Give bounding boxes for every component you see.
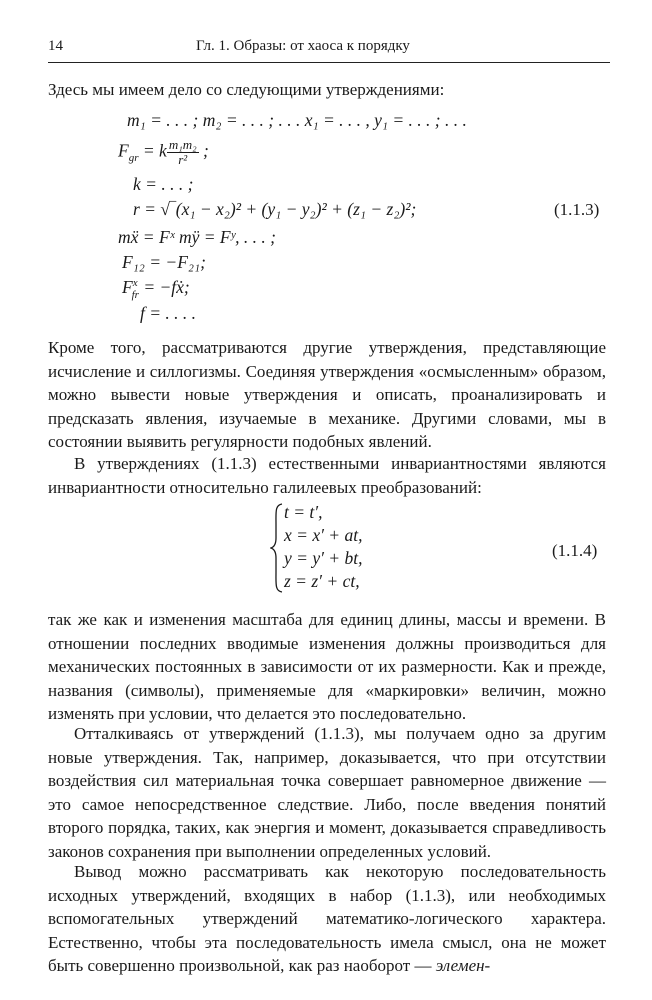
paragraph-5	[48, 860, 606, 978]
eq-friction-sub: fr	[131, 288, 139, 301]
eq-gravity-end: ;	[198, 140, 209, 161]
eq-gravity-denominator: r²	[178, 152, 188, 167]
eq-gravity-fraction	[167, 138, 199, 167]
galilean-transform-system	[270, 502, 390, 594]
transform-line-t: t = t′,	[284, 502, 323, 522]
paragraph-5-italic: элемен-	[435, 956, 491, 975]
left-brace-icon	[270, 502, 284, 594]
eq-line-friction	[122, 277, 190, 301]
page-number: 14	[48, 38, 63, 54]
paragraph-1: Кроме того, рассматриваются другие утверждения, представляющие исчисление и силлогизмы. Соединяя утверждения «осмысленным» образом, можно вывести новые утверждения и описать, проанализировать и предсказать явления, изучаемые в механике. Другими словами, мы в состоянии выявить регулярности подобных явлений.	[48, 338, 606, 451]
running-header	[48, 38, 610, 63]
transform-line-y: y = y′ + bt,	[284, 548, 363, 568]
transform-line-z: z = z′ + ct,	[284, 571, 360, 591]
eq-line-masses: m₁ = . . . ; m₂ = . . . ; . . . x₁ = . . . , y₁ = . . . ; . . .	[127, 110, 467, 130]
paragraph-4: Отталкиваясь от утверждений (1.1.3), мы получаем одно за другим новые утверждения. Так, например, доказывается, что при отсутствии воздействия сил материальная точка совершает равномерное движение — это самое непосредственное следствие. Либо, после введения понятий второго порядка, таких, как энергия и момент, доказывается справедливость законов сохранения при выполнении определенных условий.	[48, 724, 606, 861]
paragraph-3: так же как и изменения масштаба для единиц длины, массы и времени. В отношении последних вводимые изменения должны производиться для механических постоянных в зависимости от их размерности. Как и прежде, названия (символы), применяемые для «маркировки» величин, можно изменять при условии, что делается это последовательно.	[48, 610, 606, 723]
paragraph-5-text: Вывод можно рассматривать как некоторую последовательность исходных утверждений, входящих в набор (1.1.3), или необходимых вспомогательных утверждений математико-логического характера. Естественно, чтобы эта последовательность имела смысл, она не может быть совершенно произвольной, как раз наоборот —	[48, 862, 606, 975]
eq-gravity-mid: = k	[138, 140, 167, 161]
equation-number-1-1-3: (1.1.3)	[554, 200, 600, 219]
transform-line-x: x = x′ + at,	[284, 525, 363, 545]
eq-line-newton: mẍ = Fˣ mÿ = Fʸ, . . . ;	[118, 227, 276, 247]
eq-line-gravity	[118, 138, 209, 167]
eq-line-action-reaction: F₁₂ = −F₂₁;	[122, 252, 206, 272]
eq-friction-sup: x	[132, 277, 138, 290]
eq-line-k: k = . . . ;	[133, 174, 194, 194]
intro-line: Здесь мы имеем дело со следующими утверждениями:	[48, 80, 445, 99]
eq-line-distance: r = √‾(x₁ − x₂)² + (y₁ − y₂)² + (z₁ − z₂)²;	[133, 199, 417, 219]
eq-gravity-numerator: m₁m₂	[168, 137, 197, 152]
running-title: Гл. 1. Образы: от хаоса к порядку	[196, 38, 410, 54]
eq-gravity-sub: gr	[128, 152, 139, 165]
eq-friction-lhs: F	[122, 277, 133, 297]
equation-number-1-1-4: (1.1.4)	[552, 541, 598, 560]
eq-line-f: f = . . . .	[140, 303, 197, 323]
eq-gravity-lhs: F	[118, 140, 129, 161]
paragraph-2: В утверждениях (1.1.3) естественными инвариантностями являются инвариантности относительно галилеевых преобразований:	[48, 454, 606, 497]
eq-friction-rhs: = −fẋ;	[138, 277, 190, 297]
